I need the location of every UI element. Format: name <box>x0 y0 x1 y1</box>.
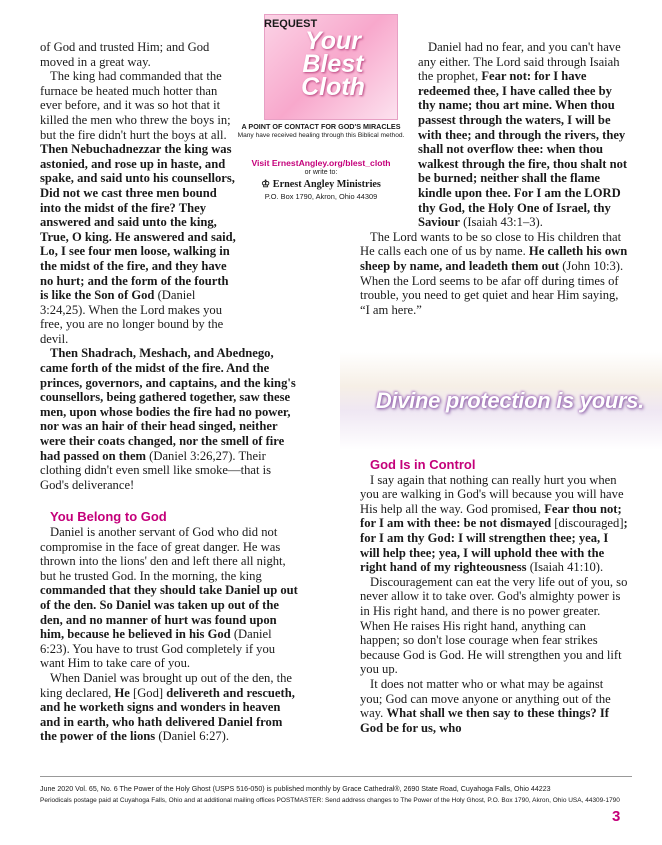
right-paragraph-4: Discouragement can eat the very life out of you, so never allow it to take over. God's almighty power is in His right hand, and there is no power greater. When He raises His right hand, anything can happen; so don't lose courage when fear strikes because God is God. He will strengthen you and lift you up. <box>360 574 628 677</box>
banner-text: Divine protection is yours. <box>375 388 644 413</box>
right-paragraph-1: Daniel had no fear, and you can't have any either. The Lord said through Isaiah the prophet, Fear not: for I have redeemed thee, I have called thee by thy name; thou art mine. When thou passest through the waters, I will be with thee; and through the rivers, they shall not overflow thee: when thou walkest through the fire, thou shalt not be burned; neither shall the flame kindle upon thee. For I am the LORD thy God, the Holy One of Israel, thy Saviour (Isaiah 43:1–3). <box>418 40 628 230</box>
heading-god-is-in-control: God Is in Control <box>370 457 476 472</box>
ad-request-label: REQUEST <box>264 18 318 30</box>
ad-write-label: or write to: <box>304 169 338 176</box>
left-paragraph-3: Then Shadrach, Meshach, and Abednego, came forth of the midst of the fire. And the princes, governors, and captains, and the king's counsellors, being gathered together, saw these men, upon whose bodies the fire had no power, nor was an hair of their head singed, neither were their coats changed, nor the smell of fire had passed on them (Daniel 3:26,27). Their clothing didn't even smell like smoke—that is God's deliverance! <box>40 346 296 492</box>
ad-org-name: ♔ Ernest Angley Ministries <box>261 179 381 190</box>
left-paragraph-4: Daniel is another servant of God who did not compromise in the face of great danger. He was thrown into the lions' den and left there all night, but he trusted God. In the morning, the king commanded that they should take Daniel up out of the den. So Daniel was taken up out of the den, and no manner of hurt was found upon him, because he believed in his God (Daniel 6:23). You have to trust God completely if you want Him to take care of you. <box>40 525 298 671</box>
footer-divider <box>40 776 632 777</box>
ad-address: P.O. Box 1790, Akron, Ohio 44309 <box>264 192 378 201</box>
footer-postmaster-info: Periodicals postage paid at Cuyahoga Falls, Ohio and at additional mailing offices POSTMASTER: Send address changes to The Power of the Holy Ghost, P.O. Box 1790, Akron, Ohio USA, 44309-1790 <box>40 797 620 804</box>
right-paragraph-5: It does not matter who or what may be against you; God can move anyone or anything out of the way. What shall we then say to these things? If God be for us, who <box>360 676 611 735</box>
ad-tagline: A POINT OF CONTACT FOR GOD'S MIRACLES <box>241 122 401 131</box>
right-column-bottom <box>360 458 628 735</box>
page-number: 3 <box>612 808 621 825</box>
left-paragraph-2: The king had commanded that the furnace be heated much hotter than ever before, and it was so hot that it killed the men who threw the boys in; but the fire didn't hurt the boys at all. Then Nebuchadnezzar the king was astonied, and rose up in haste, and spake, and said unto his counsellors, Did not we cast three men bound into the midst of the fire? They answered and said unto the king, True, O king. He answered and said, Lo, I see four men loose, walking in the midst of the fire, and they have no hurt; and the form of the fourth is like the Son of God (Daniel 3:24,25). When the Lord makes you free, you are no longer bound by the devil. <box>40 69 236 346</box>
ad-cloth-title: Your Blest Cloth <box>301 27 365 101</box>
right-paragraph-3: I say again that nothing can really hurt you when you are walking in God's will because you will have His help all the way. God promised, Fear thou not; for I am with thee: be not dismayed [discouraged]; for I am thy God: I will strengthen thee; yea, I will help thee; yea, I will uphold thee with the right hand of my righteousness (Isaiah 41:10). <box>360 472 628 575</box>
ad-subline: Many have received healing through this Biblical method. <box>237 132 405 139</box>
footer-publication-info: June 2020 Vol. 65, No. 6 The Power of the Holy Ghost (USPS 516-050) is published monthly by Grace Cathedral®, 2690 State Road, Cuyahoga Falls, Ohio 44223 <box>40 785 551 793</box>
right-column-top <box>360 40 628 317</box>
left-column <box>40 40 302 744</box>
left-paragraph-1: of God and trusted Him; and God moved in a great way. <box>40 40 210 69</box>
left-paragraph-5: When Daniel was brought up out of the den, the king declared, He [God] delivereth and rescueth, and he worketh signs and wonders in heaven and in earth, who hath delivered Daniel from the power of the lions (Daniel 6:27). <box>40 670 295 744</box>
ad-visit-link[interactable]: Visit ErnestAngley.org/blest_cloth <box>251 158 391 168</box>
heading-you-belong-to-god: You Belong to God <box>50 509 167 525</box>
right-paragraph-2: The Lord wants to be so close to His children that He calls each one of us by name. He calleth his own sheep by name, and leadeth them out (John 10:3). When the Lord seems to be afar off during times of trouble, you need to get quiet and hear Him saying, “I am here.” <box>360 229 628 317</box>
divine-protection-banner <box>340 352 662 450</box>
